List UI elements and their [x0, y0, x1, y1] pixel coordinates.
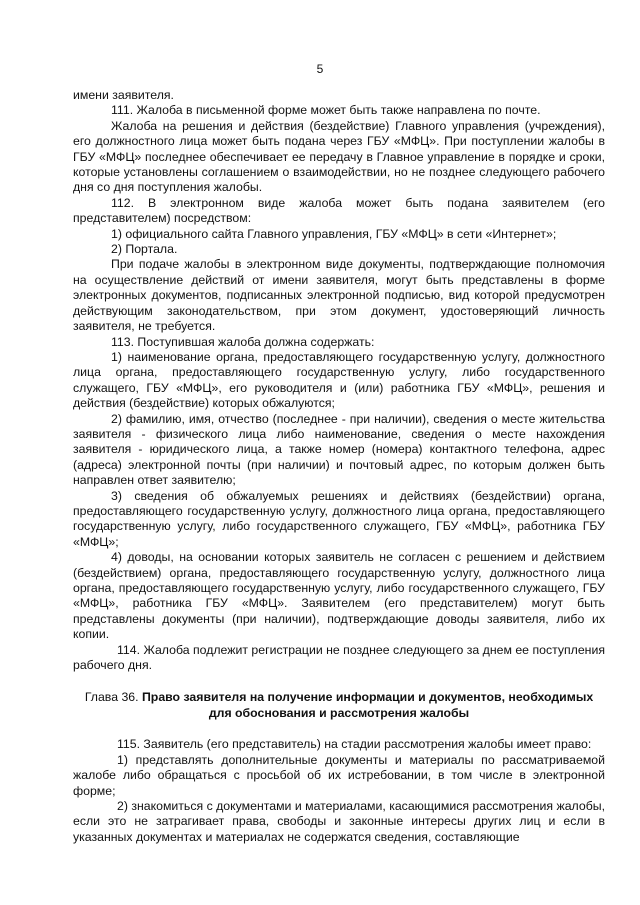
paragraph: 115. Заявитель (его представитель) на стадии рассмотрения жалобы имеет право:: [117, 737, 592, 752]
paragraph: При подаче жалобы в электронном виде документы, подтверждающие полномочия на осуществление действий от имени заявителя, могут быть представлены в форме электронных документов, подписанных электронной подписью, вид которой предусмотрен действующим законодательством, при этом документ, удостоверяющий личность заявителя, не требуется.: [73, 257, 605, 334]
paragraph: 2) знакомиться с документами и материалами, касающимися рассмотрения жалобы, если это не затрагивает права, свободы и законные интересы других лиц и если в указанных документах и материалах не содержатся сведения, составляющие: [73, 799, 605, 844]
paragraph: 1) наименование органа, предоставляющего государственную услугу, должностного лица органа, предоставляющего государственную услугу, либо государственного служащего, ГБУ «МФЦ», его руководителя и (или) работника ГБУ «МФЦ», решения и действия (бездействие) которых обжалуются;: [73, 349, 605, 411]
paragraph: 1) официального сайта Главного управления, ГБУ «МФЦ» в сети «Интернет»;: [111, 226, 557, 241]
chapter-label: Глава 36.: [84, 690, 139, 705]
paragraph: 112. В электронном виде жалоба может быть подана заявителем (его представителем) посредством:: [73, 195, 605, 226]
chapter-title: Право заявителя на получение информации и документов, необходимых для обоснования и рассмотрения жалобы: [141, 690, 594, 721]
document-body: [73, 88, 605, 845]
paragraph: 111. Жалоба в письменной форме может быть также направлена по почте.: [111, 103, 541, 118]
paragraph: 4) доводы, на основании которых заявитель не согласен с решением и действием (бездействием) органа, предоставляющего государственную услугу, должностного лица органа, предоставляющего государственную услугу, либо государственного служащего, ГБУ «МФЦ», работника ГБУ «МФЦ». Заявителем (его представителем) могут быть представлены документы (при наличии), подтверждающие доводы заявителя, либо их копии.: [73, 550, 605, 642]
page-number: 5: [316, 62, 324, 76]
paragraphs-before-chapter: [73, 88, 605, 673]
paragraphs-after-chapter: [73, 737, 605, 845]
paragraph: Жалоба на решения и действия (бездействие) Главного управления (учреждения), его должностного лица может быть подана через ГБУ «МФЦ». При поступлении жалобы в ГБУ «МФЦ» последнее обеспечивает ее передачу в Главное управление в порядке и сроки, которые установлены соглашением о взаимодействии, но не позднее следующего рабочего дня со дня поступления жалобы.: [73, 118, 605, 195]
chapter-heading: [73, 689, 605, 721]
paragraph: 114. Жалоба подлежит регистрации не позднее следующего за днем ее поступления рабочего дня.: [73, 642, 605, 673]
paragraph: 2) Портала.: [111, 242, 178, 257]
paragraph: 3) сведения об обжалуемых решениях и действиях (бездействии) органа, предоставляющего государственную услугу, должностного лица органа, предоставляющего государственную услугу, либо государственного служащего, ГБУ «МФЦ», работника ГБУ «МФЦ»;: [73, 488, 605, 549]
paragraph: 1) представлять дополнительные документы и материалы по рассматриваемой жалобе либо обращаться с просьбой об их истребовании, в том числе в электронной форме;: [73, 752, 605, 798]
paragraph: 2) фамилию, имя, отчество (последнее - при наличии), сведения о месте жительства заявителя - физического лица либо наименование, сведения о месте нахождения заявителя - юридического лица, а также номер (номера) контактного телефона, адрес (адреса) электронной почты (при наличии) и почтовый адрес, по которым должен быть направлен ответ заявителю;: [73, 411, 605, 488]
paragraph: 113. Поступившая жалоба должна содержать:: [111, 334, 375, 349]
paragraph: имени заявителя.: [73, 88, 174, 102]
